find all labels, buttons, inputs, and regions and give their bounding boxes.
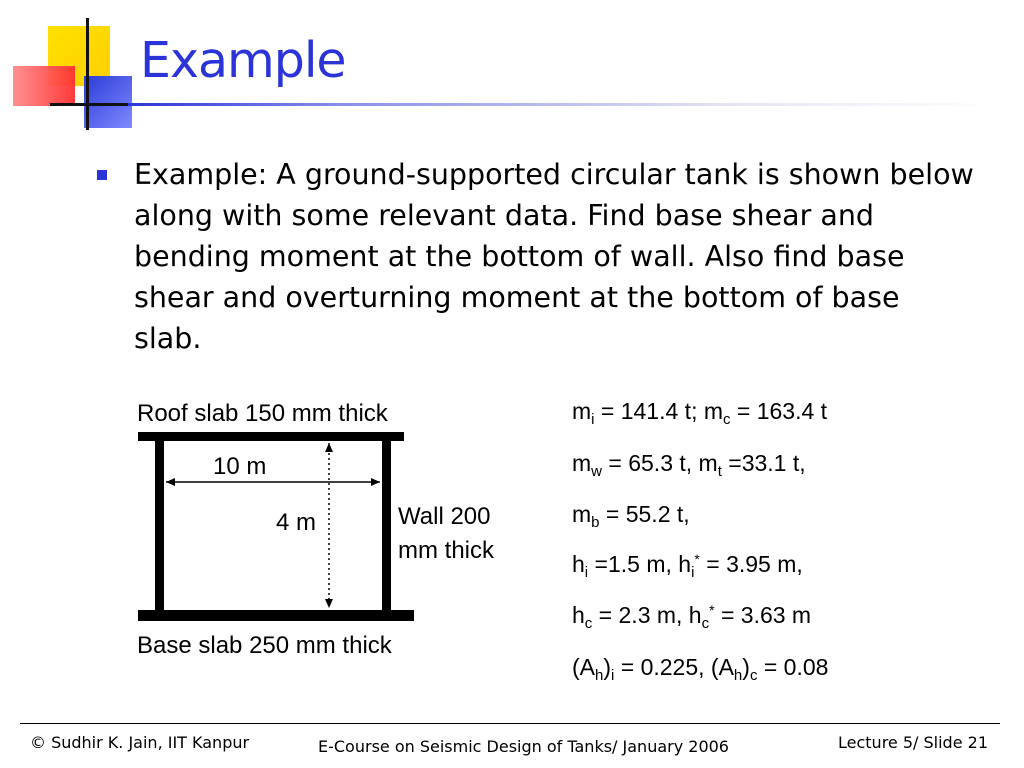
roof-slab-label: Roof slab 150 mm thick <box>137 400 388 427</box>
data-line-masses-3: $m_b = 55.2$ t, <box>572 501 690 531</box>
footer-slide-number: Lecture 5/ Slide 21 <box>838 733 988 752</box>
width-label: 10 m <box>213 453 267 480</box>
data-line-masses-2: $m_w = 65.3$ t, $m_t =33.1$ t, <box>572 450 806 480</box>
slide-title: Example <box>140 32 346 89</box>
data-line-heights-2: $h_c = 2.3$ m, $h_c^* = 3.63$ m <box>572 602 812 632</box>
bullet-text: Example: A ground-supported circular tank is shown below along with some relevant data. Find base shear and bending moment at the bottom of wall. Also find base shear and overturning moment at the bottom of base slab. <box>134 158 974 355</box>
right-wall <box>382 441 391 610</box>
base-slab <box>138 610 414 621</box>
data-line-heights-1: $h_i =1.5$ m, $h_i^* = 3.95$ m, <box>572 551 803 581</box>
footer-course: E-Course on Seismic Design of Tanks/ January 2006 <box>318 737 729 756</box>
footer-divider <box>20 723 1000 724</box>
wall-label-line1: Wall 200 <box>398 503 491 530</box>
left-wall <box>155 441 164 610</box>
wall-label-line2: mm thick <box>398 537 494 564</box>
data-line-coefficients: $(A_h)_i = 0.225$, $(A_h)_c = 0.08$ <box>572 654 829 684</box>
roof-slab <box>138 432 404 441</box>
base-slab-label: Base slab 250 mm thick <box>137 632 392 659</box>
data-line-masses-1: $m_i = 141.4$ t; $m_c = 163.4$ t <box>572 398 828 428</box>
height-label: 4 m <box>276 509 317 536</box>
footer-copyright: © Sudhir K. Jain, IIT Kanpur <box>30 733 250 752</box>
